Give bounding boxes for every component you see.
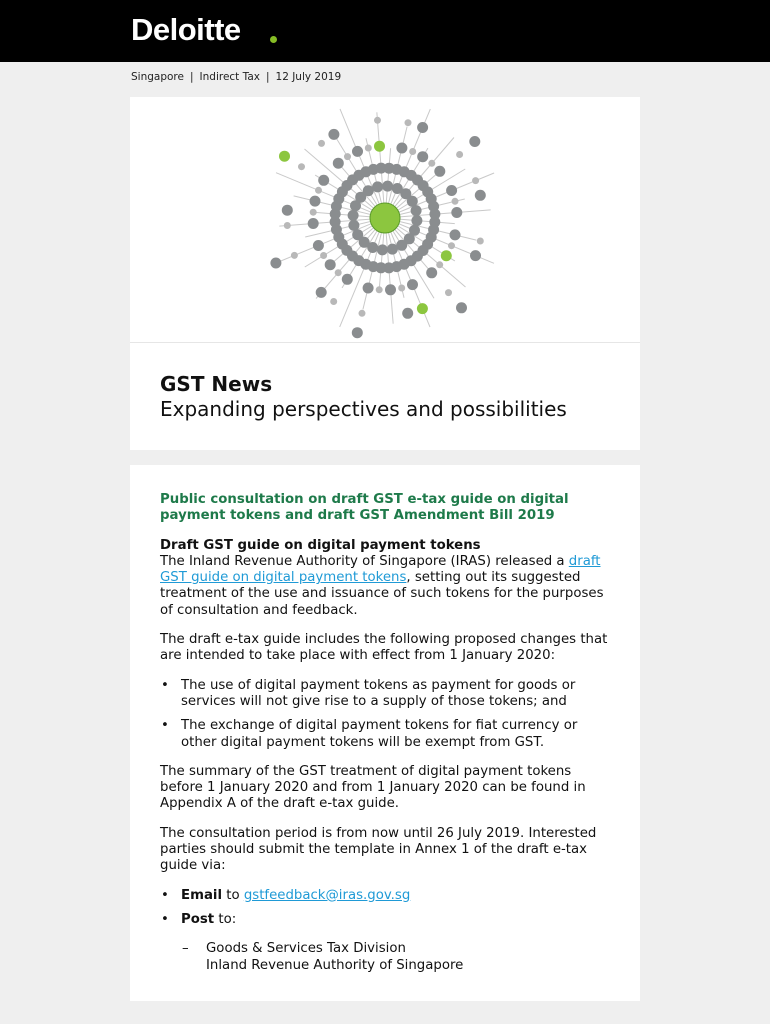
network-node [376, 286, 383, 293]
network-node [291, 252, 298, 259]
network-node [342, 274, 353, 285]
article-body [160, 492, 610, 974]
network-node [316, 287, 327, 298]
network-node [470, 250, 481, 261]
network-node [310, 196, 321, 207]
address-line-2: Inland Revenue Authority of Singapore [206, 957, 464, 973]
network-node [348, 210, 359, 221]
network-node [445, 289, 452, 296]
network-node [284, 222, 291, 229]
breadcrumb-separator: | [265, 71, 270, 83]
network-node [348, 220, 359, 231]
breadcrumb [131, 71, 341, 83]
top-bar [0, 0, 770, 62]
network-node [411, 205, 422, 216]
list-item-email [160, 888, 610, 904]
network-node [279, 151, 290, 162]
list-item [160, 678, 610, 711]
network-node [469, 136, 480, 147]
network-node [352, 327, 363, 338]
network-node [477, 238, 484, 245]
paragraph-text: The Inland Revenue Authority of Singapore (IRAS) released a [160, 553, 569, 569]
network-node [359, 310, 366, 317]
network-node [315, 187, 322, 194]
network-node [298, 163, 305, 170]
network-node [436, 261, 443, 268]
network-node [372, 181, 383, 192]
article-paragraph-intro [160, 538, 610, 619]
article-headline: Public consultation on draft GST e-tax guide on digital payment tokens and draft GST Amendment Bill 2019 [160, 492, 569, 524]
deloitte-logo[interactable]: Deloitte [131, 12, 241, 47]
page-title: GST News [160, 372, 273, 396]
bullet-icon: • [161, 718, 169, 734]
network-node [409, 148, 416, 155]
network-node [417, 122, 428, 133]
changes-list [160, 678, 610, 751]
network-node [385, 284, 396, 295]
network-node [398, 285, 405, 292]
network-node [344, 153, 351, 160]
network-node [429, 209, 440, 220]
network-node [333, 158, 344, 169]
network-node [313, 240, 324, 251]
network-node [417, 303, 428, 314]
post-to-text: to: [214, 911, 237, 927]
breadcrumb-separator: | [189, 71, 194, 83]
list-item [160, 718, 610, 751]
article-paragraph: The draft e-tax guide includes the following proposed changes that are intended to take place with effect from 1 January 2020: [160, 632, 608, 664]
network-node [456, 151, 463, 158]
network-node [330, 298, 337, 305]
logo-dot-icon [270, 36, 277, 43]
network-node [452, 198, 459, 205]
network-node [441, 250, 452, 261]
network-node [407, 279, 418, 290]
network-node [270, 258, 281, 269]
network-node [450, 229, 461, 240]
network-node [446, 185, 457, 196]
hero-card [130, 97, 640, 450]
article-paragraph: The consultation period is from now until 26 July 2019. Interested parties should submit the template in Annex 1 of the draft e-tax guide via: [160, 825, 597, 874]
bullet-icon: • [161, 677, 169, 693]
list-item-text: The exchange of digital payment tokens for fiat currency or other digital payment tokens will be exempt from GST. [181, 718, 578, 750]
submission-methods-list [160, 888, 610, 929]
email-link[interactable]: gstfeedback@iras.gov.sg [243, 887, 411, 903]
email-label: Email [181, 887, 223, 903]
network-node [417, 151, 428, 162]
network-node [402, 308, 413, 319]
network-node [374, 117, 381, 124]
hero-graphic [130, 97, 640, 343]
network-node [472, 177, 479, 184]
network-node [456, 302, 467, 313]
post-label: Post [181, 911, 215, 927]
network-node [475, 190, 486, 201]
network-node [382, 181, 393, 192]
network-node-icon [130, 97, 640, 342]
address-item [160, 941, 610, 974]
network-node [328, 129, 339, 140]
network-node [426, 267, 437, 278]
network-node [405, 119, 412, 126]
network-node [411, 215, 422, 226]
network-node [318, 140, 325, 147]
bullet-icon: • [161, 911, 169, 927]
network-node [365, 145, 372, 152]
network-node [451, 207, 462, 218]
network-center-node [370, 203, 400, 233]
paragraph-text: , setting out its suggested treatment of the use and issuance of such tokens for the purposes of consultation and feedback. [160, 570, 604, 618]
address-line-1: Goods & Services Tax Division [206, 941, 406, 957]
network-node [374, 141, 385, 152]
network-node [308, 218, 319, 229]
breadcrumb-date: 12 July 2019 [275, 71, 342, 83]
network-node [387, 244, 398, 255]
breadcrumb-topic: Indirect Tax [199, 71, 260, 83]
list-item-text: The use of digital payment tokens as payment for goods or services will not give rise to a supply of those tokens; and [181, 677, 576, 709]
network-node [335, 269, 342, 276]
network-node [325, 259, 336, 270]
network-node [428, 160, 435, 167]
network-node [282, 205, 293, 216]
network-node [377, 244, 388, 255]
network-node [352, 146, 363, 157]
dash-icon: – [182, 941, 189, 957]
network-node [448, 242, 455, 249]
network-node [396, 143, 407, 154]
draft-guide-link[interactable]: draft GST guide on digital payment tokens [160, 553, 601, 586]
breadcrumb-country: Singapore [131, 71, 184, 83]
post-address [160, 941, 610, 974]
page-subtitle: Expanding perspectives and possibilities [160, 397, 567, 421]
list-item-post [160, 912, 610, 928]
network-node [363, 283, 374, 294]
article-card [130, 465, 640, 1001]
email-to-text: to [222, 887, 244, 903]
section-title: Draft GST guide on digital payment tokens [160, 537, 481, 553]
bullet-icon: • [161, 887, 169, 903]
network-node [310, 209, 317, 216]
network-node [318, 175, 329, 186]
network-node [434, 166, 445, 177]
network-node [320, 252, 327, 259]
article-paragraph: The summary of the GST treatment of digital payment tokens before 1 January 2020 and from 1 January 2020 can be found in Appendix A of the draft e-tax guide. [160, 763, 586, 812]
